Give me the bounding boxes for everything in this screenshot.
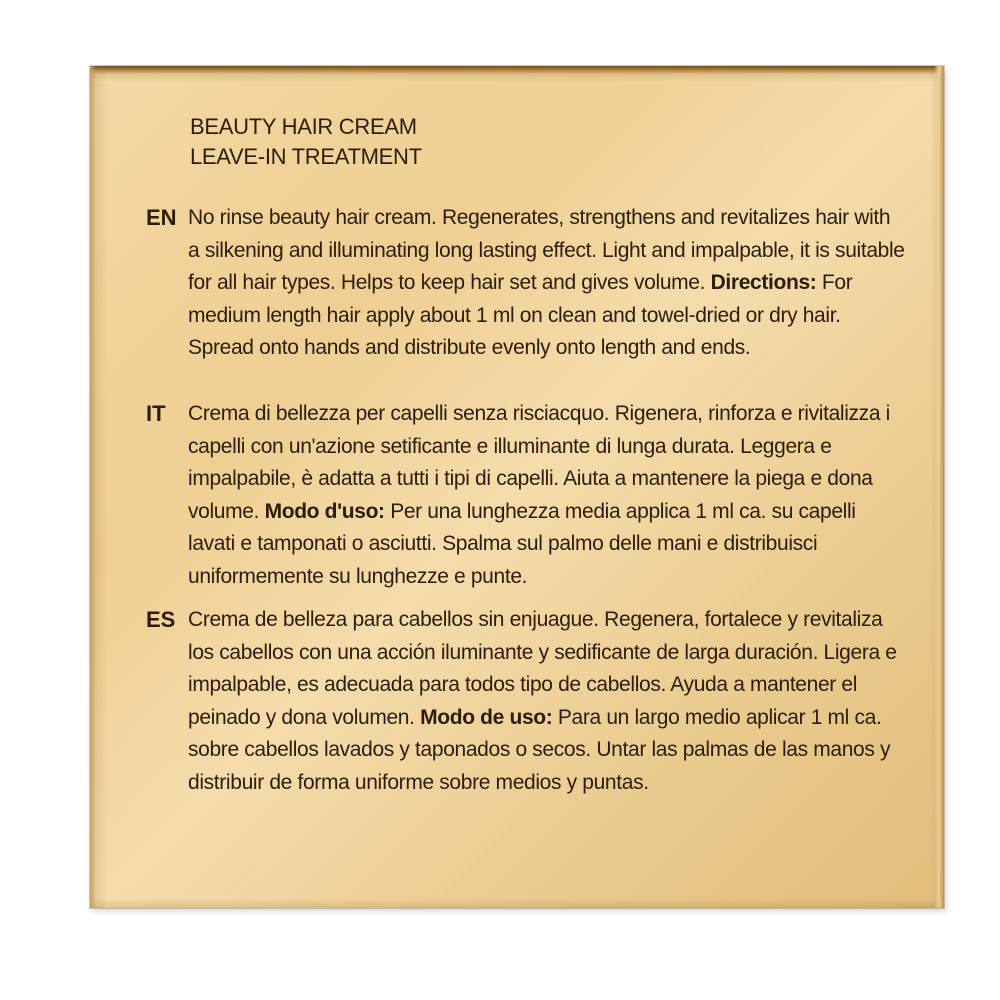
gold-package-panel [90, 66, 944, 908]
language-code-es: ES [146, 607, 176, 632]
product-title [190, 112, 422, 172]
product-title-line1: BEAUTY HAIR CREAM [190, 114, 417, 139]
description-en [188, 202, 906, 365]
section-es [146, 604, 906, 799]
description-en-intro: No rinse beauty hair cream. Regenerates, strengthens and revitalizes hair with a silkening and illuminating long lasting effect. Light and impalpable, it is suitable for all hair types. Helps to keep hair set and gives volume. [188, 206, 905, 294]
description-es [188, 604, 906, 799]
description-it-directions: Per una lunghezza media applica 1 ml ca. su capelli lavati e tamponati o asciutti. Spalma sul palmo delle mani e distribuisci uniformemente su lunghezze e punte. [188, 499, 856, 588]
label-content [90, 66, 944, 908]
language-code-it: IT [146, 401, 166, 426]
directions-label-it: Modo d'uso: [264, 499, 385, 523]
description-es-intro: Crema de belleza para cabellos sin enjuague. Regenera, fortalece y revitaliza los cabellos con una acción iluminante y sedificante de larga duración. Ligera e impalpable, es adecuada para todos tipo de cabellos. Ayuda a mantener el peinado y dona volumen. [188, 608, 897, 729]
section-it [146, 398, 906, 593]
product-title-line2: LEAVE-IN TREATMENT [190, 144, 422, 169]
language-code-en: EN [146, 205, 177, 230]
directions-label-es: Modo de uso: [420, 705, 553, 729]
directions-label-en: Directions: [710, 271, 817, 294]
description-it-intro: Crema di bellezza per capelli senza risciacquo. Rigenera, rinforza e rivitalizza i capelli con un'azione setificante e illuminante di lunga durata. Leggera e impalpabile, è adatta a tutti i tipi di capelli. Aiuta a mantenere la piega e dona volume. [188, 402, 890, 523]
description-it [188, 398, 906, 593]
description-en-directions: For medium length hair apply about 1 ml on clean and towel-dried or dry hair. Spread onto hands and distribute evenly onto length and ends. [188, 271, 853, 359]
description-es-directions: Para un largo medio aplicar 1 ml ca. sobre cabellos lavados y taponados o secos. Untar las palmas de las manos y distribuir de forma uniforme sobre medios y puntas. [188, 705, 891, 794]
section-en [146, 202, 906, 365]
